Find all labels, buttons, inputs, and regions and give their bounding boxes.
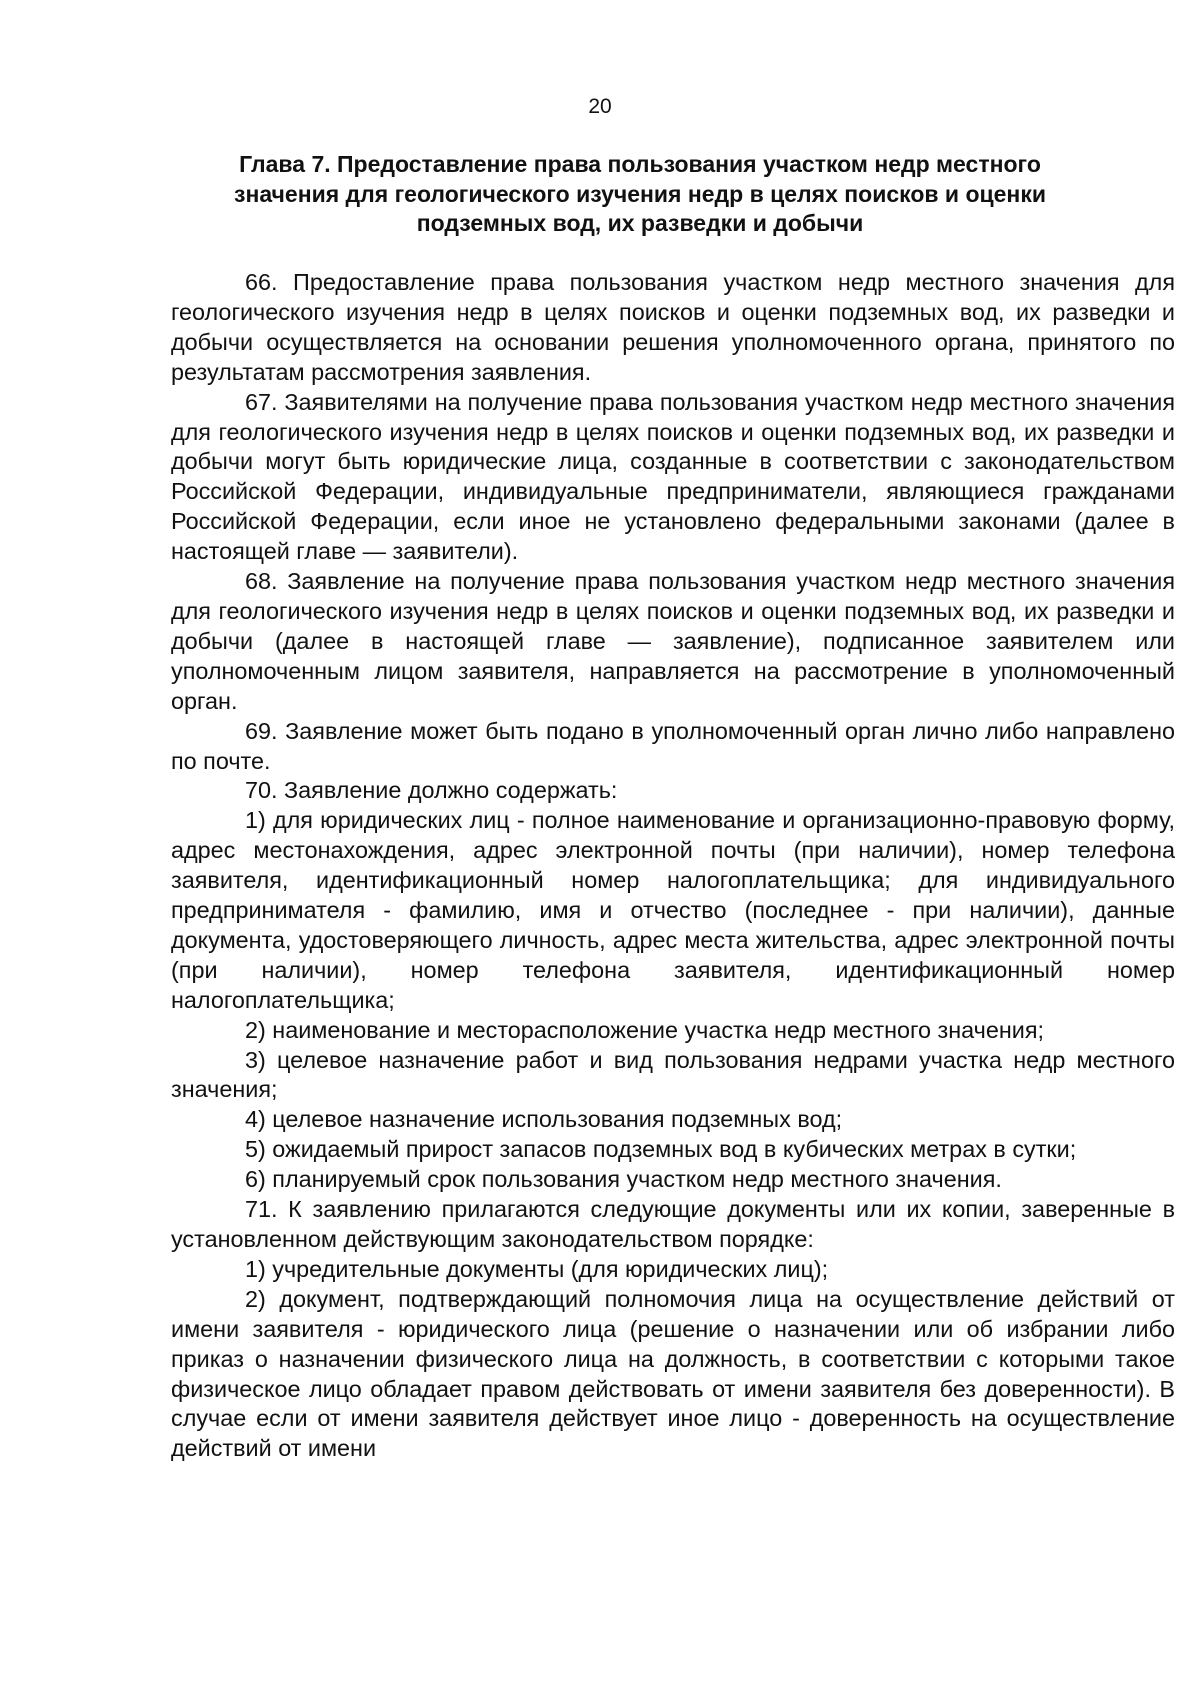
paragraph-67: 67. Заявителями на получение права пользования участком недр местного значения для геологического изучения недр в целях поисков и оценки подземных вод, их разведки и добычи могут быть юридические лица, созданные в соответствии с законодательством Российской Федерации, индивидуальные предприниматели, являющиеся гражданами Российской Федерации, если иное не установлено федеральными законами (далее в настоящей главе — заявители).: [171, 388, 1175, 565]
list-item-70-4: 4) целевое назначение использования подземных вод;: [245, 1106, 843, 1133]
list-item-71-1: 1) учредительные документы (для юридических лиц);: [245, 1255, 829, 1282]
list-item-70-6: 6) планируемый срок пользования участком недр местного значения.: [245, 1166, 1002, 1193]
paragraph-71: 71. К заявлению прилагаются следующие документы или их копии, заверенные в установленном действующим законодательством порядке:: [171, 1196, 1175, 1252]
paragraph-70: 70. Заявление должно содержать:: [245, 777, 618, 804]
paragraph-68: 68. Заявление на получение права пользования участком недр местного значения для геологического изучения недр в целях поисков и оценки подземных вод, их разведки и добычи (далее в настоящей главе — заявление), подписанное заявителем или уполномоченным лицом заявителя, направляется на рассмотрение в уполномоченный орган.: [171, 568, 1175, 714]
list-item-70-5: 5) ожидаемый прирост запасов подземных вод в кубических метрах в сутки;: [245, 1136, 1077, 1163]
chapter-title: Глава 7. Предоставление права пользования участком недр местного значения для геологического изучения недр в целях поисков и оценки подземных вод, их разведки и добычи: [234, 151, 1046, 236]
list-item-71-2: 2) документ, подтверждающий полномочия лица на осуществление действий от имени заявителя - юридического лица (решение о назначении или об избрании либо приказ о назначении физического лица на должность, в соответствии с которыми такое физическое лицо обладает правом действовать от имени заявителя без доверенности). В случае если от имени заявителя действует иное лицо - доверенность на осуществление действий от имени: [171, 1285, 1175, 1462]
list-item-70-2: 2) наименование и месторасположение участка недр местного значения;: [245, 1016, 1045, 1043]
paragraph-69: 69. Заявление может быть подано в уполномоченный орган лично либо направлено по почте.: [171, 717, 1175, 774]
document-body: [171, 268, 1175, 1464]
list-item-70-3: 3) целевое назначение работ и вид пользования недрами участка недр местного значения;: [171, 1046, 1175, 1103]
list-item-70-1: 1) для юридических лиц - полное наименование и организационно-правовую форму, адрес местонахождения, адрес электронной почты (при наличии), номер телефона заявителя, идентификационный номер налогоплательщика; для индивидуального предпринимателя - фамилию, имя и отчество (последнее - при наличии), данные документа, удостоверяющего личность, адрес места жительства, адрес электронной почты (при наличии), номер телефона заявителя, идентификационный номер налогоплательщика;: [171, 807, 1175, 1013]
paragraph-66: 66. Предоставление права пользования участком недр местного значения для геологического изучения недр в целях поисков и оценки подземных вод, их разведки и добычи осуществляется на основании решения уполномоченного органа, принятого по результатам рассмотрения заявления.: [171, 269, 1175, 385]
page-number: 20: [588, 95, 612, 118]
